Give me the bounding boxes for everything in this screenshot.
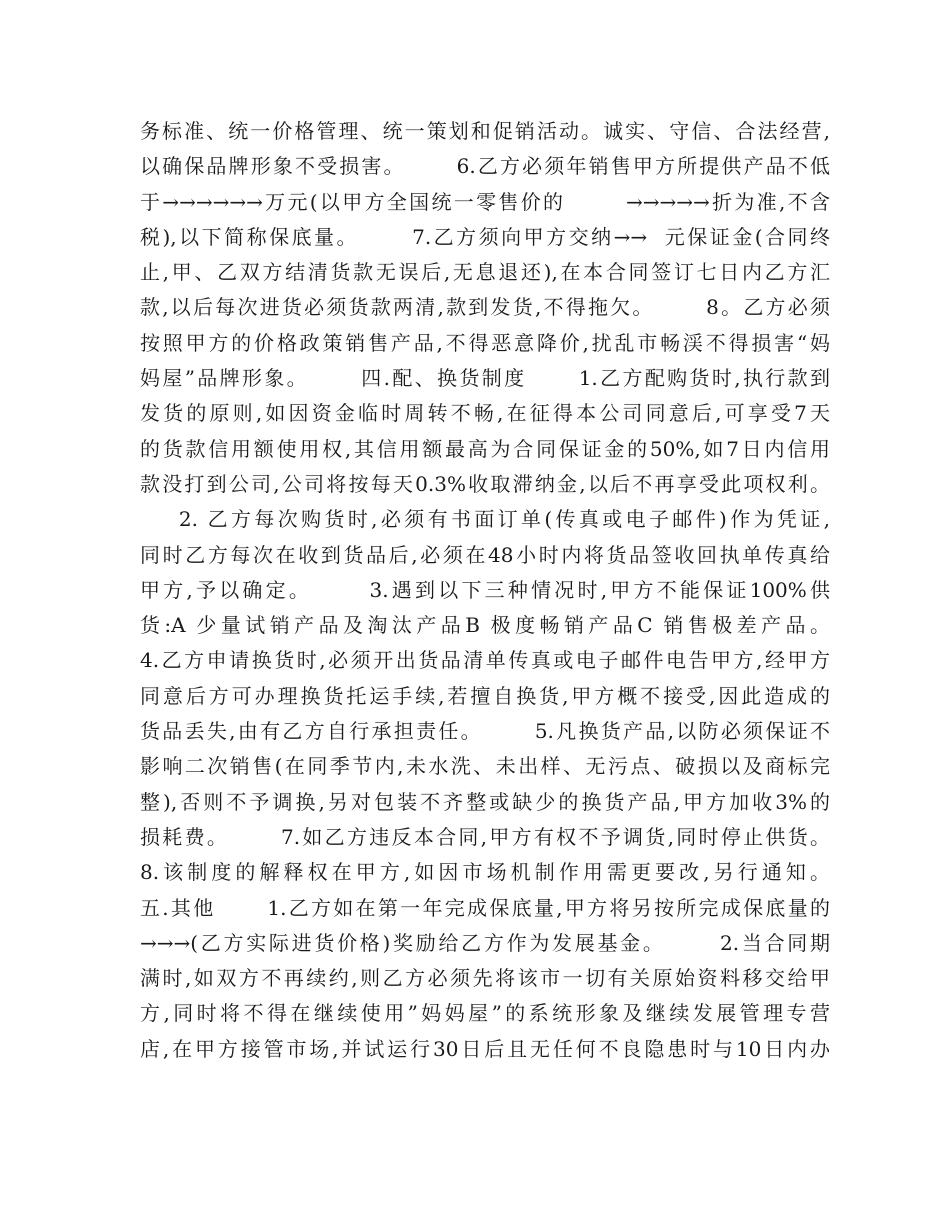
- text-line: 税),以下简称保底量。 7.乙方须向甲方交纳→→ 元保证金(合同终: [140, 224, 830, 249]
- text-line: 款,以后每次进货必须货款两清,款到发货,不得拖欠。 8。乙方必须: [140, 295, 830, 320]
- text-line: →→→(乙方实际进货价格)奖励给乙方作为发展基金。 2.当合同期: [140, 930, 830, 955]
- text-line: 影响二次销售(在同季节内,未水洗、未出样、无污点、破损以及商标完: [140, 754, 830, 779]
- text-line: 妈屋”品牌形象。 四.配、换货制度 1.乙方配购货时,执行款到: [140, 366, 830, 391]
- text-line: 店,在甲方接管市场,并试运行30日后且无任何不良隐患时与10日内办: [140, 1036, 830, 1061]
- contract-text-body: [140, 114, 830, 1067]
- text-line: 甲方,予以确定。 3.遇到以下三种情况时,甲方不能保证100%供: [140, 577, 830, 602]
- text-line: 2. 乙方每次购货时,必须有书面订单(传真或电子邮件)作为凭证,: [140, 507, 831, 532]
- text-line: 损耗费。 7.如乙方违反本合同,甲方有权不予调货,同时停止供货。: [140, 824, 830, 849]
- text-line: 4.乙方申请换货时,必须开出货品清单传真或电子邮件电告甲方,经甲方: [140, 648, 830, 673]
- text-line: 的货款信用额使用权,其信用额最高为合同保证金的50%,如7日内信用: [140, 436, 830, 461]
- text-line: 五.其他 1.乙方如在第一年完成保底量,甲方将另按所完成保底量的: [140, 895, 830, 920]
- text-line: 同意后方可办理换货托运手续,若擅自换货,甲方概不接受,因此造成的: [140, 683, 830, 708]
- text-line: 务标准、统一价格管理、统一策划和促销活动。诚实、守信、合法经营,: [140, 119, 830, 143]
- text-line: 按照甲方的价格政策销售产品,不得恶意降价,扰乱市畅渓不得损害“妈: [140, 330, 830, 355]
- text-line: 方,同时将不得在继续使用”妈妈屋”的系统形象及继续发展管理专营: [140, 1001, 830, 1026]
- text-line: 以确保品牌形象不受损害。 6.乙方必须年销售甲方所提供产品不低: [140, 154, 830, 179]
- text-line: 满时,如双方不再续约,则乙方必须先将该市一切有关原始资料移交给甲: [140, 966, 830, 991]
- text-line: 同时乙方每次在收到货品后,必须在48小时内将货品签收回执单传真给: [140, 542, 830, 567]
- text-line: 于→→→→→→万元(以甲方全国统一零售价的 →→→→→折为准,不含: [140, 189, 830, 214]
- text-line: 款没打到公司,公司将按每天0.3%收取滞纳金,以后不再享受此项权利。: [140, 471, 830, 496]
- text-line: 发货的原则,如因资金临时周转不畅,在征得本公司同意后,可享受7天: [140, 401, 830, 426]
- text-line: 止,甲、乙双方结清货款无误后,无息退还),在本合同签订七日内乙方汇: [140, 260, 830, 285]
- text-line: 整),否则不予调换,另对包装不齐整或缺少的换货产品,甲方加收3%的: [140, 789, 830, 814]
- text-line: 8.该制度的解释权在甲方,如因市场机制作用需更要改,另行通知。: [140, 860, 830, 885]
- text-line: 货品丢失,由有乙方自行承担责任。 5.凡换货产品,以防必须保证不: [140, 719, 830, 744]
- text-line: 货:A 少量试销产品及淘汰产品B 极度畅销产品C 销售极差产品。: [140, 613, 830, 638]
